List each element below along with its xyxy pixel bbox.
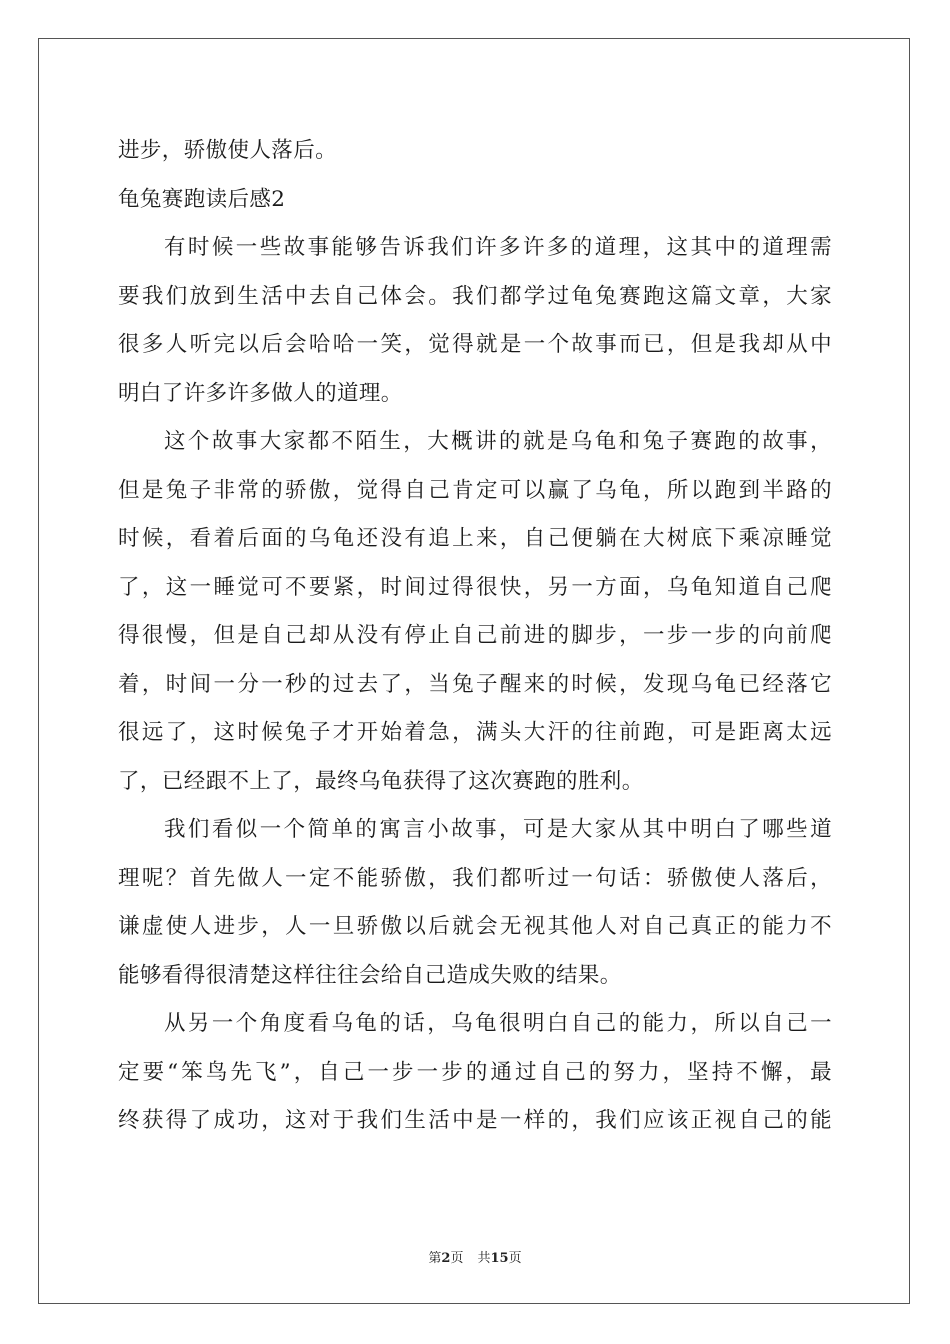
text-line: 谦虚使人进步，人一旦骄傲以后就会无视其他人对自己真正的能力不 bbox=[118, 914, 832, 939]
text-line: 着，时间一分一秒的过去了，当兔子醒来的时候，发现乌龟已经落它 bbox=[118, 671, 832, 697]
section-heading: 龟兔赛跑读后感2 bbox=[118, 186, 286, 212]
text-line: 进步，骄傲使人落后。 bbox=[118, 138, 338, 163]
page-prefix: 第 bbox=[428, 1251, 442, 1266]
text-line: 了，已经跟不上了，最终乌龟获得了这次赛跑的胜利。 bbox=[118, 768, 644, 794]
total-pages: 15 bbox=[490, 1251, 509, 1266]
text-line: 这个故事大家都不陌生，大概讲的就是乌龟和兔子赛跑的故事， bbox=[164, 429, 832, 454]
text-line: 终获得了成功，这对于我们生活中是一样的，我们应该正视自己的能 bbox=[118, 1108, 832, 1133]
text-line: 从另一个角度看乌龟的话，乌龟很明白自己的能力，所以自己一 bbox=[164, 1011, 832, 1036]
text-line: 很多人听完以后会哈哈一笑，觉得就是一个故事而已，但是我却从中 bbox=[118, 332, 832, 357]
text-line: 时候，看着后面的乌龟还没有追上来，自己便躺在大树底下乘凉睡觉 bbox=[118, 526, 832, 551]
page-footer bbox=[0, 1247, 950, 1266]
text-line: 但是兔子非常的骄傲，觉得自己肯定可以赢了乌龟，所以跑到半路的 bbox=[118, 477, 832, 503]
text-line: 很远了，这时候兔子才开始着急，满头大汗的往前跑，可是距离太远 bbox=[118, 720, 832, 745]
total-indicator bbox=[477, 1251, 521, 1266]
text-line: 我们看似一个简单的寓言小故事，可是大家从其中明白了哪些道 bbox=[164, 817, 832, 842]
text-line: 有时候一些故事能够告诉我们许多许多的道理，这其中的道理需 bbox=[164, 235, 832, 260]
text-line: 要我们放到生活中去自己体会。我们都学过龟兔赛跑这篇文章，大家 bbox=[118, 283, 832, 309]
document-body bbox=[118, 127, 832, 1146]
text-line: 得很慢，但是自己却从没有停止自己前进的脚步，一步一步的向前爬 bbox=[118, 623, 832, 648]
text-line: 明白了许多许多做人的道理。 bbox=[118, 380, 403, 406]
text-line: 理呢？首先做人一定不能骄傲，我们都听过一句话：骄傲使人落后， bbox=[118, 865, 832, 891]
text-line: 能够看得很清楚这样往往会给自己造成失败的结果。 bbox=[118, 962, 622, 988]
page-indicator bbox=[428, 1251, 463, 1266]
page-number: 2 bbox=[441, 1251, 451, 1266]
total-suffix: 页 bbox=[508, 1251, 522, 1266]
text-line: 了，这一睡觉可不要紧，时间过得很快，另一方面，乌龟知道自己爬 bbox=[118, 574, 832, 600]
text-line: 定要“笨鸟先飞”，自己一步一步的通过自己的努力，坚持不懈，最 bbox=[118, 1059, 832, 1085]
page-suffix: 页 bbox=[450, 1251, 464, 1266]
total-prefix: 共 bbox=[477, 1251, 491, 1266]
